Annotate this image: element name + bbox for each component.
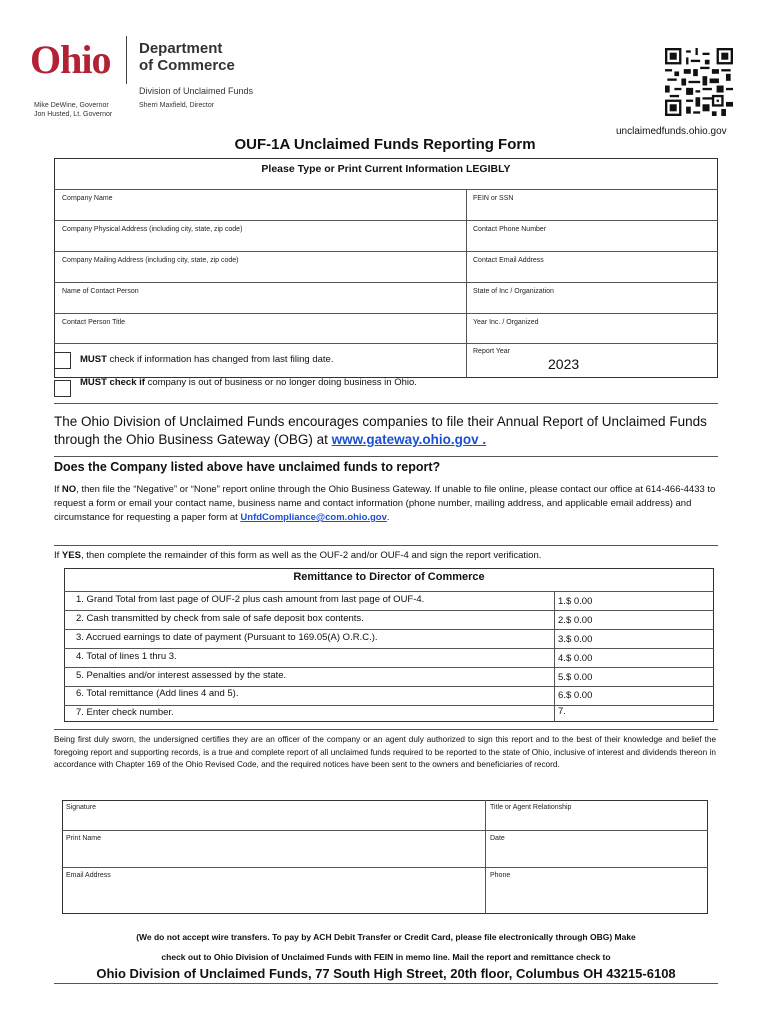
remit-line-num: 4.	[558, 653, 566, 664]
remit-line-num: 2.	[558, 615, 566, 626]
info-divider	[54, 343, 718, 344]
governor-block	[34, 101, 112, 119]
email-field[interactable]: Email Address	[66, 872, 111, 879]
remit-line-label: 2. Cash transmitted by check from sale of safe deposit box contents.	[76, 613, 364, 624]
no-pre: If	[54, 484, 62, 495]
year-inc-field[interactable]: Year Inc. / Organized	[473, 319, 539, 326]
verification-statement: Being first duly sworn, the undersigned certifies they are an officer of the company or an agent duly authorized to sign this report and to the best of their knowledge and belief the foregoing report and supporting records, is a true and complete report of all unclaimed funds required to be reported to the state of Ohio, inclusive of interest and dividends thereon in accordance with Chapter 169 of the Ohio Revised Code, and the required notices have been sent to the owners and beneficiaries of record.	[54, 735, 716, 769]
info-divider	[54, 189, 718, 190]
remittance-divider	[64, 648, 714, 649]
out-of-business-label	[80, 376, 417, 390]
check-number-field[interactable]	[558, 706, 566, 717]
remit-line-amount[interactable]	[558, 596, 592, 607]
remittance-heading: Remittance to Director of Commerce	[293, 571, 485, 583]
payment-note-line2: check out to Ohio Division of Unclaimed Funds with FEIN in memo line. Mail the report and remittance check to	[161, 952, 611, 962]
remittance-divider	[64, 591, 714, 592]
out-of-business-checkbox[interactable]	[54, 380, 71, 397]
date-field[interactable]: Date	[490, 835, 505, 842]
remit-line-label: 1. Grand Total from last page of OUF-2 plus cash amount from last page of OUF-4.	[76, 594, 425, 605]
info-divider	[54, 251, 718, 252]
remit-line-amount[interactable]	[558, 615, 592, 626]
remit-line-label: 6. Total remittance (Add lines 4 and 5).	[76, 688, 239, 699]
remit-line-num: 7.	[558, 706, 566, 717]
no-text: , then file the “Negative” or “None” report online through the Ohio Business Gateway. If unable to file online, please contact our office at 614-466-4433 to request a form or email your contact name, business name and contact information (phone number, mailing address, and applicable email address) and circumstance for requesting a paper form at	[54, 484, 716, 523]
governor: Mike DeWine, Governor	[34, 102, 109, 109]
remit-line-value: $ 0.00	[565, 615, 593, 626]
remit-line-label: 4. Total of lines 1 thru 3.	[76, 651, 177, 662]
website-url: unclaimedfunds.ohio.gov	[616, 126, 727, 137]
remittance-divider	[64, 629, 714, 630]
remit-line-value: $ 0.00	[565, 690, 593, 701]
division-name: Division of Unclaimed Funds	[139, 86, 254, 96]
lt-governor: Jon Husted, Lt. Governor	[34, 111, 113, 118]
info-changed-checkbox[interactable]	[54, 352, 71, 369]
remit-line-num: 3.	[558, 634, 566, 645]
payment-note	[54, 927, 718, 967]
obg-paragraph	[54, 413, 718, 449]
department-title	[139, 40, 235, 74]
remit-line-label: 3. Accrued earnings to date of payment (Pursuant to 169.05(A) O.R.C.).	[76, 632, 378, 643]
physical-address-field[interactable]: Company Physical Address (including city, state, zip code)	[62, 226, 243, 233]
report-year-label: Report Year	[473, 348, 510, 355]
logo-divider	[126, 36, 127, 84]
sig-divider	[62, 867, 708, 868]
director: Sherri Maxfield, Director	[139, 102, 215, 109]
state-inc-field[interactable]: State of Inc / Organization	[473, 288, 554, 295]
remit-line-num: 5.	[558, 672, 566, 683]
form-title: OUF-1A Unclaimed Funds Reporting Form	[234, 136, 536, 153]
contact-name-field[interactable]: Name of Contact Person	[62, 288, 139, 295]
contact-phone-field[interactable]: Contact Phone Number	[473, 226, 547, 233]
yes-bold: YES	[61, 550, 81, 561]
info-changed-text: check if information has changed from last filing date.	[106, 354, 334, 365]
dept-line2: of Commerce	[139, 57, 235, 74]
must-check-bold: MUST check if	[80, 377, 145, 388]
qr-code-icon	[665, 48, 733, 116]
unclaimed-question: Does the Company listed above have unclaimed funds to report?	[54, 460, 441, 474]
no-bold: NO	[61, 484, 77, 495]
signature-field[interactable]: Signature	[66, 804, 96, 811]
info-col-divider	[466, 189, 467, 378]
remit-line-label: 5. Penalties and/or interest assessed by the state.	[76, 670, 287, 681]
remit-line-num: 1.	[558, 596, 566, 607]
info-box-heading: Please Type or Print Current Information LEGIBLY	[261, 163, 511, 175]
section-divider	[54, 545, 718, 546]
fein-field[interactable]: FEIN or SSN	[473, 195, 514, 202]
phone-field[interactable]: Phone	[490, 872, 511, 879]
remit-line-num: 6.	[558, 690, 566, 701]
report-year-value[interactable]: 2023	[548, 356, 580, 372]
must-bold: MUST	[80, 354, 107, 365]
company-info-box	[54, 158, 718, 378]
remit-line-value: $ 0.00	[565, 653, 593, 664]
info-divider	[54, 282, 718, 283]
payment-note-line1: (We do not accept wire transfers. To pay by ACH Debit Transfer or Credit Card, please file electronically through OBG) Make	[136, 932, 636, 942]
footer-divider	[54, 983, 718, 984]
remittance-divider	[64, 610, 714, 611]
gateway-link[interactable]: www.gateway.ohio.gov .	[331, 432, 487, 447]
sig-col-divider	[485, 800, 486, 914]
remit-line-value: $ 0.00	[565, 672, 593, 683]
yes-pre: If	[54, 550, 62, 561]
ohio-logo: Ohio	[30, 37, 111, 82]
if-no-paragraph	[54, 483, 718, 525]
section-divider	[54, 456, 718, 457]
section-divider	[54, 403, 718, 404]
contact-title-field[interactable]: Contact Person Title	[62, 319, 126, 326]
title-relationship-field[interactable]: Title or Agent Relationship	[490, 804, 572, 811]
remit-line-value: $ 0.00	[565, 596, 593, 607]
if-yes-paragraph	[54, 549, 718, 563]
signature-box	[62, 800, 708, 914]
info-changed-label	[80, 353, 333, 367]
remit-line-value: $ 0.00	[565, 634, 593, 645]
remit-line-amount[interactable]	[558, 634, 592, 645]
mailing-address-field[interactable]: Company Mailing Address (including city, state, zip code)	[62, 257, 239, 264]
print-name-field[interactable]: Print Name	[66, 835, 102, 842]
contact-email-field[interactable]: Contact Email Address	[473, 257, 544, 264]
remit-line-amount[interactable]	[558, 690, 592, 701]
mailing-address: Ohio Division of Unclaimed Funds, 77 South High Street, 20th floor, Columbus OH 43215-6108	[96, 966, 676, 981]
section-divider	[54, 729, 718, 730]
remit-line-amount[interactable]	[558, 672, 592, 683]
yes-text: , then complete the remainder of this form as well as the OUF-2 and/or OUF-4 and sign the report verification.	[80, 550, 542, 561]
remit-line-label: 7. Enter check number.	[76, 707, 174, 718]
info-divider	[54, 313, 718, 314]
remit-line-amount[interactable]	[558, 653, 592, 664]
remittance-divider	[64, 667, 714, 668]
out-of-business-text: company is out of business or no longer doing business in Ohio.	[144, 377, 417, 388]
info-divider	[54, 220, 718, 221]
dept-line1: Department	[139, 40, 223, 57]
compliance-email-link[interactable]: UnfdCompliance@com.ohio.gov	[240, 512, 387, 523]
sig-divider	[62, 830, 708, 831]
obg-text: The Ohio Division of Unclaimed Funds encourages companies to file their Annual Report of Unclaimed Funds through the Ohio Business Gateway (OBG) at	[54, 414, 707, 447]
company-name-field[interactable]: Company Name	[62, 195, 113, 202]
no-end: .	[386, 512, 390, 523]
